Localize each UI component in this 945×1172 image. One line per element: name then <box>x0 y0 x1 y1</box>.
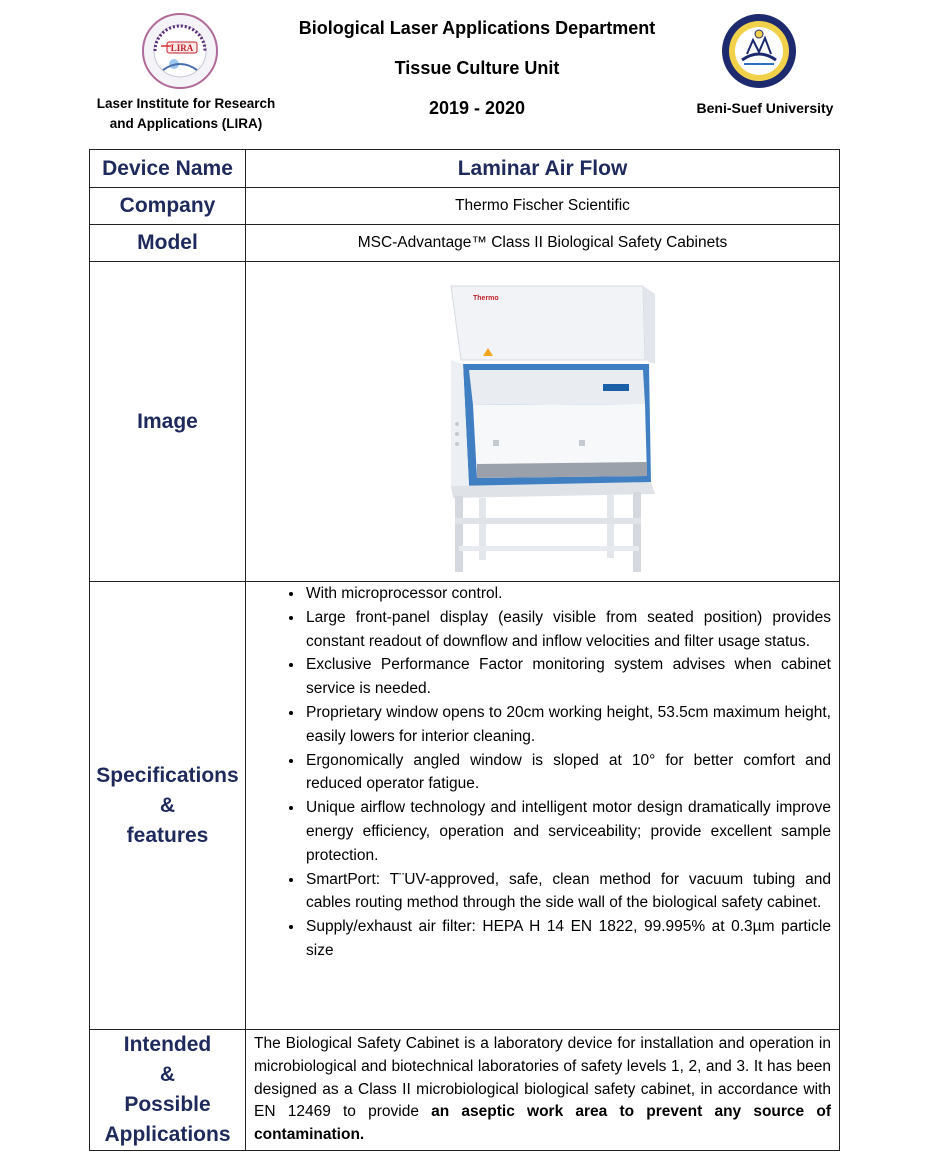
unit-title: Tissue Culture Unit <box>394 58 560 78</box>
applications-emphasis: an aseptic work area to prevent any source of contamination. <box>254 1103 831 1144</box>
company-value: Thermo Fischer Scientific <box>246 188 840 225</box>
year-range: 2019 - 2020 <box>428 98 526 118</box>
device-spec-table <box>89 149 840 1151</box>
list-item: • Proprietary window opens to 20cm working height, 53.5cm maximum height, easily lowers for interior cleaning. <box>304 701 831 749</box>
model-label: Model <box>90 225 246 262</box>
applications-text: The Biological Safety Cabinet is a laboratory device for installation and operation in microbiological and biotechnical laboratories of safety levels 1, 2, and 3. It has been designed as a Class II microbiological biological safety cabinet, in accordance with EN 12469 to provide an aseptic work area to prevent any source of contamination. <box>254 1035 831 1144</box>
applications-row <box>90 1030 840 1151</box>
document-heading <box>260 14 694 134</box>
lira-logo-badge: LIRA <box>170 43 194 53</box>
device-name-row <box>90 150 840 188</box>
image-cell <box>246 262 840 582</box>
list-item: • Large front-panel display (easily visible from seated position) provides constant readout of downflow and inflow velocities and filter usage status. <box>304 606 831 654</box>
specifications-label: Specifications & features <box>90 582 246 1030</box>
image-row <box>90 262 840 582</box>
list-item: • SmartPort: T¨UV-approved, safe, clean method for vacuum tubing and cables routing method through the side wall of the biological safety cabinet. <box>304 868 831 916</box>
applications-label: Intended & Possible Applications <box>90 1030 246 1151</box>
specifications-row <box>90 582 840 1030</box>
list-item: • With microprocessor control. <box>304 582 831 606</box>
brand-label: Thermo <box>472 294 499 302</box>
lira-institute-name: Laser Institute for Research and Applications (LIRA) <box>96 96 276 131</box>
model-value: MSC-Advantage™ Class II Biological Safety Cabinets <box>246 225 840 262</box>
applications-cell <box>246 1030 840 1151</box>
device-name-value: Laminar Air Flow <box>246 150 840 188</box>
list-item: • Exclusive Performance Factor monitoring system advises when cabinet service is needed. <box>304 653 831 701</box>
device-name-label: Device Name <box>90 150 246 188</box>
model-row <box>90 225 840 262</box>
list-item: • Ergonomically angled window is sloped at 10° for better comfort and reduced operator fatigue. <box>304 749 831 797</box>
biosafety-cabinet-image <box>423 264 663 580</box>
department-title: Biological Laser Applications Department <box>298 18 656 38</box>
company-row <box>90 188 840 225</box>
list-item: • Supply/exhaust air filter: HEPA H 14 EN 1822, 99.995% at 0.3µm particle size <box>304 915 831 963</box>
university-name: Beni-Suef University <box>696 100 834 116</box>
beni-suef-university-logo <box>720 12 798 90</box>
features-list <box>246 582 839 975</box>
lira-logo <box>141 12 219 90</box>
image-label: Image <box>90 262 246 582</box>
list-item: • Unique airflow technology and intelligent motor design dramatically improve energy efficiency, operation and serviceability; provide excellent sample protection. <box>304 796 831 867</box>
company-label: Company <box>90 188 246 225</box>
features-cell <box>246 582 840 1030</box>
